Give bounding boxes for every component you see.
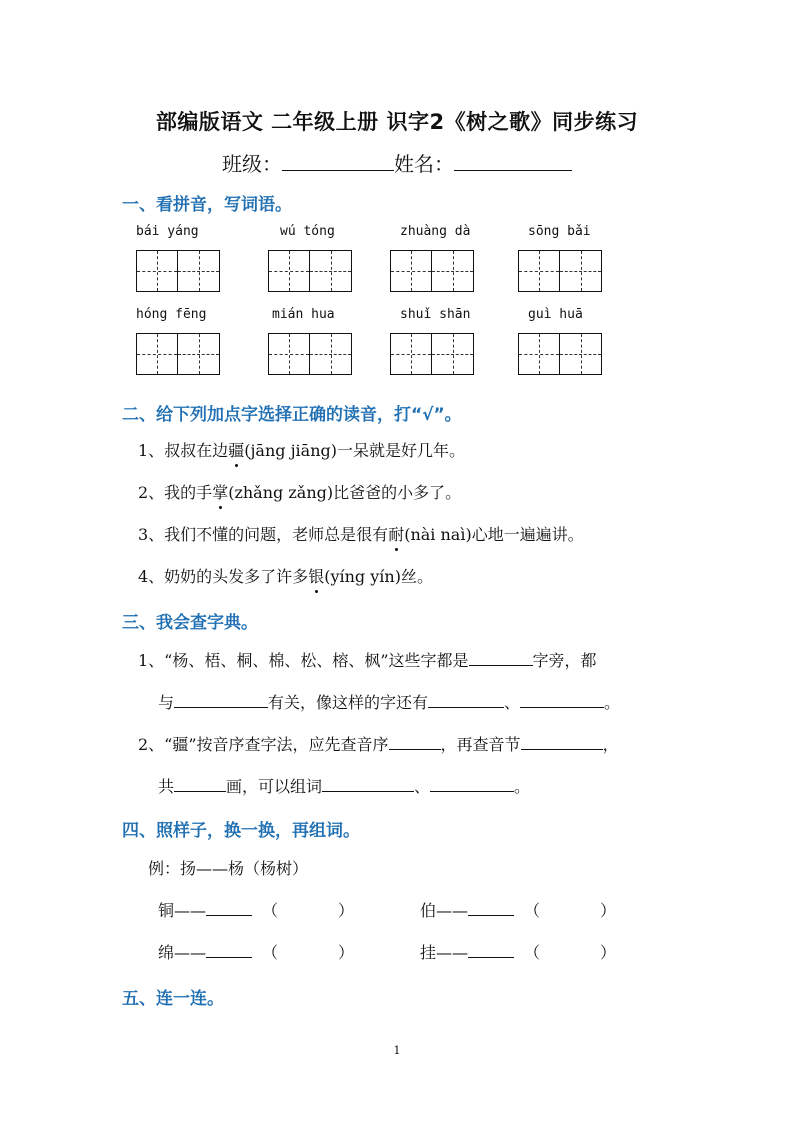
- word-change-item: [420, 898, 616, 921]
- pinyin-label: sōng bǎi: [528, 224, 591, 239]
- writing-grid[interactable]: [390, 250, 474, 292]
- answer-blank[interactable]: [322, 790, 414, 792]
- word-change-item: [158, 898, 354, 921]
- question-text: 铜——: [158, 901, 207, 920]
- paren: （: [262, 943, 279, 962]
- class-blank[interactable]: [282, 169, 394, 171]
- section1-heading: 一、看拼音，写词语。: [122, 195, 292, 215]
- question-text: 绵——: [158, 943, 207, 962]
- question-text: 伯——: [420, 901, 469, 920]
- question-text: 字旁，都: [532, 651, 597, 670]
- dictionary-question-2: [138, 732, 619, 755]
- reading-question: [138, 480, 461, 503]
- pinyin-label: hóng fēng: [136, 307, 207, 322]
- question-text: 、: [504, 693, 521, 712]
- answer-blank[interactable]: [206, 914, 252, 916]
- answer-blank[interactable]: [174, 706, 268, 708]
- question-text: 、: [414, 777, 431, 796]
- name-blank[interactable]: [454, 169, 572, 171]
- question-text: 挂——: [420, 943, 469, 962]
- pinyin-options[interactable]: (zhǎng zǎng): [228, 483, 334, 502]
- section5-heading: 五、连一连。: [122, 989, 224, 1009]
- pinyin-options[interactable]: (jāng jiāng): [244, 441, 337, 460]
- writing-grid[interactable]: [136, 333, 220, 375]
- pinyin-label: mián hua: [272, 307, 335, 322]
- question-text: 2、“疆”按音序查字法，应先查音序: [138, 735, 389, 754]
- word-change-item: [158, 940, 354, 963]
- reading-question: [138, 522, 584, 545]
- question-text: 比爸爸的小多了。: [333, 483, 462, 502]
- answer-blank[interactable]: [469, 664, 533, 666]
- word-change-item: [420, 940, 616, 963]
- answer-blank[interactable]: [206, 956, 252, 958]
- pinyin-options[interactable]: (yíng yín): [324, 567, 401, 586]
- writing-grid[interactable]: [136, 250, 220, 292]
- paren: ）: [338, 943, 355, 962]
- question-text: ，: [602, 735, 619, 754]
- answer-blank[interactable]: [520, 706, 604, 708]
- writing-grid[interactable]: [518, 333, 602, 375]
- answer-blank[interactable]: [389, 748, 441, 750]
- pinyin-label: bái yáng: [136, 224, 199, 239]
- paren: （: [524, 901, 541, 920]
- pinyin-label: wú tóng: [280, 224, 335, 239]
- question-text: ，再查音节: [440, 735, 521, 754]
- dotted-char: 耐: [388, 522, 404, 545]
- dictionary-question-1-cont: [158, 690, 620, 713]
- question-text: 一呆就是好几年。: [336, 441, 465, 460]
- answer-blank[interactable]: [428, 706, 504, 708]
- answer-blank[interactable]: [521, 748, 603, 750]
- question-text: 心地一遍遍讲。: [471, 525, 584, 544]
- writing-grid[interactable]: [268, 333, 352, 375]
- question-text: 1、“杨、梧、桐、棉、松、榕、枫”这些字都是: [138, 651, 469, 670]
- dictionary-question-1: [138, 648, 597, 671]
- writing-grid[interactable]: [518, 250, 602, 292]
- reading-question: [138, 438, 465, 461]
- dotted-char: 疆: [228, 438, 244, 461]
- paren: ）: [338, 901, 355, 920]
- question-text: 与: [158, 693, 175, 712]
- reading-question: [138, 564, 433, 587]
- question-text: 2、我的手: [138, 483, 213, 502]
- writing-grid[interactable]: [268, 250, 352, 292]
- paren: （: [262, 901, 279, 920]
- answer-blank[interactable]: [430, 790, 514, 792]
- question-text: 4、奶奶的头发多了许多: [138, 567, 309, 586]
- class-name-line: [0, 148, 794, 177]
- pinyin-label: zhuàng dà: [400, 224, 471, 239]
- section4-heading: 四、照样子，换一换，再组词。: [122, 821, 360, 841]
- dotted-char: 银: [308, 564, 324, 587]
- question-text: 共: [158, 777, 175, 796]
- question-text: 丝。: [400, 567, 433, 586]
- answer-blank[interactable]: [468, 956, 514, 958]
- answer-blank[interactable]: [468, 914, 514, 916]
- section2-heading: 二、给下列加点字选择正确的读音，打“√”。: [122, 405, 462, 425]
- question-text: 。: [514, 777, 531, 796]
- question-text: 1、叔叔在边: [138, 441, 229, 460]
- page-number: 1: [393, 1044, 401, 1057]
- paren: ）: [600, 943, 617, 962]
- dictionary-question-2-cont: [158, 774, 530, 797]
- section3-heading: 三、我会查字典。: [122, 613, 258, 633]
- pinyin-label: guì huā: [528, 307, 583, 322]
- paren: （: [524, 943, 541, 962]
- page-title: 部编版语文 二年级上册 识字2《树之歌》同步练习: [155, 110, 639, 134]
- question-text: 有关，像这样的字还有: [268, 693, 429, 712]
- answer-blank[interactable]: [174, 790, 226, 792]
- example-line: 例：扬——杨（杨树）: [148, 859, 309, 878]
- question-text: 。: [604, 693, 621, 712]
- dotted-char: 掌: [212, 480, 228, 503]
- question-text: 3、我们不懂的问题，老师总是很有: [138, 525, 389, 544]
- class-label: 班级：: [222, 152, 282, 176]
- question-text: 画，可以组词: [226, 777, 323, 796]
- pinyin-label: shuǐ shān: [400, 307, 471, 322]
- pinyin-options[interactable]: (nài naì): [404, 525, 472, 544]
- name-label: 姓名：: [394, 152, 454, 176]
- writing-grid[interactable]: [390, 333, 474, 375]
- paren: ）: [600, 901, 617, 920]
